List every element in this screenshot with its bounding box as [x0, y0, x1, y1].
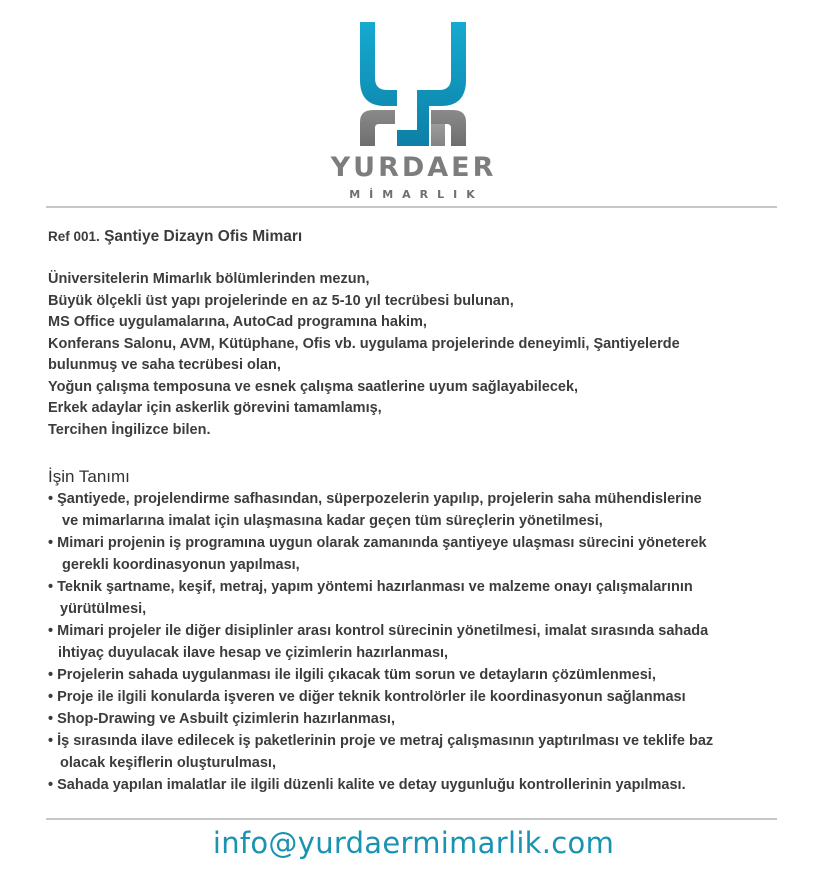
brand-name: YURDAER [330, 152, 497, 183]
requirement-line: Üniversitelerin Mimarlık bölümlerinden mezun, [48, 271, 370, 287]
bullet: • [48, 667, 54, 683]
bullet: • [48, 733, 54, 749]
requirement-line: bulunmuş ve saha tecrübesi olan, [48, 357, 281, 373]
brand-subtitle: MİMARLIK [349, 188, 484, 201]
requirements-list [48, 269, 783, 441]
bullet: • [48, 491, 54, 507]
bullet: • [48, 777, 54, 793]
duty-item: • Mimari projenin iş programına uygun olarak zamanında şantiyeye ulaşması sürecini yöneterek gerekli koordinasyonun yapılması, [48, 535, 707, 573]
bullet: • [48, 689, 54, 705]
job-ref-code: Ref 001. [48, 229, 100, 244]
duty-item: • Proje ile ilgili konularda işveren ve diğer teknik kontrolörler ile koordinasyonun sağlanması [48, 689, 686, 705]
duty-item: • İş sırasında ilave edilecek iş paketlerinin proje ve metraj çalışmasının yaptırılması ve teklife baz olacak keşiflerin oluşturulması, [48, 733, 714, 771]
contact-email-link[interactable]: info@yurdaermimarlik.com [212, 826, 615, 860]
yurdaer-logo-mark-icon [357, 18, 469, 146]
bullet: • [48, 535, 54, 551]
requirement-line: Konferans Salonu, AVM, Kütüphane, Ofis vb. uygulama projelerinde deneyimli, Şantiyelerde [48, 335, 680, 352]
bullet: • [48, 711, 54, 727]
duty-item: • Şantiyede, projelendirme safhasından, süperpozelerin yapılıp, projelerin saha mühendislerine ve mimarlarına imalat için ulaşmasına kadar geçen tüm süreçlerin yönetilmesi, [48, 491, 702, 529]
requirement-line: Yoğun çalışma temposuna ve esnek çalışma saatlerine uyum sağlayabilecek, [48, 378, 579, 395]
duty-item: • Projelerin sahada uygulanması ile ilgili çıkacak tüm sorun ve detayların çözümlenmesi, [48, 667, 656, 683]
bullet: • [48, 623, 54, 639]
job-title-text: Şantiye Dizayn Ofis Mimarı [104, 228, 303, 245]
requirement-line: Büyük ölçekli üst yapı projelerinde en az 5-10 yıl tecrübesi bulunan, [48, 292, 514, 309]
duty-item: • Shop-Drawing ve Asbuilt çizimlerin hazırlanması, [48, 711, 395, 727]
duty-item: • Sahada yapılan imalatlar ile ilgili düzenli kalite ve detay uygunluğu kontrollerinin yapılması. [48, 777, 686, 793]
top-divider [46, 206, 777, 208]
job-posting [48, 226, 783, 796]
job-title [48, 226, 783, 248]
duties-list [48, 488, 783, 796]
bullet: • [48, 579, 54, 595]
duty-item: • Mimari projeler ile diğer disiplinler arası kontrol sürecinin yönetilmesi, imalat sırasında sahada ihtiyaç duyulacak ilave hesap ve çizimlerin hazırlanması, [48, 623, 709, 661]
duty-item: • Teknik şartname, keşif, metraj, yapım yöntemi hazırlanması ve malzeme onayı çalışmalarının yürütülmesi, [48, 579, 693, 617]
duties-heading: İşin Tanımı [48, 467, 130, 486]
requirement-line: Erkek adaylar için askerlik görevini tamamlamış, [48, 400, 382, 416]
requirement-line: MS Office uygulamalarına, AutoCad programına hakim, [48, 314, 427, 330]
bottom-divider [46, 818, 777, 820]
requirement-line: Tercihen İngilizce bilen. [48, 421, 211, 438]
company-logo [0, 18, 827, 201]
